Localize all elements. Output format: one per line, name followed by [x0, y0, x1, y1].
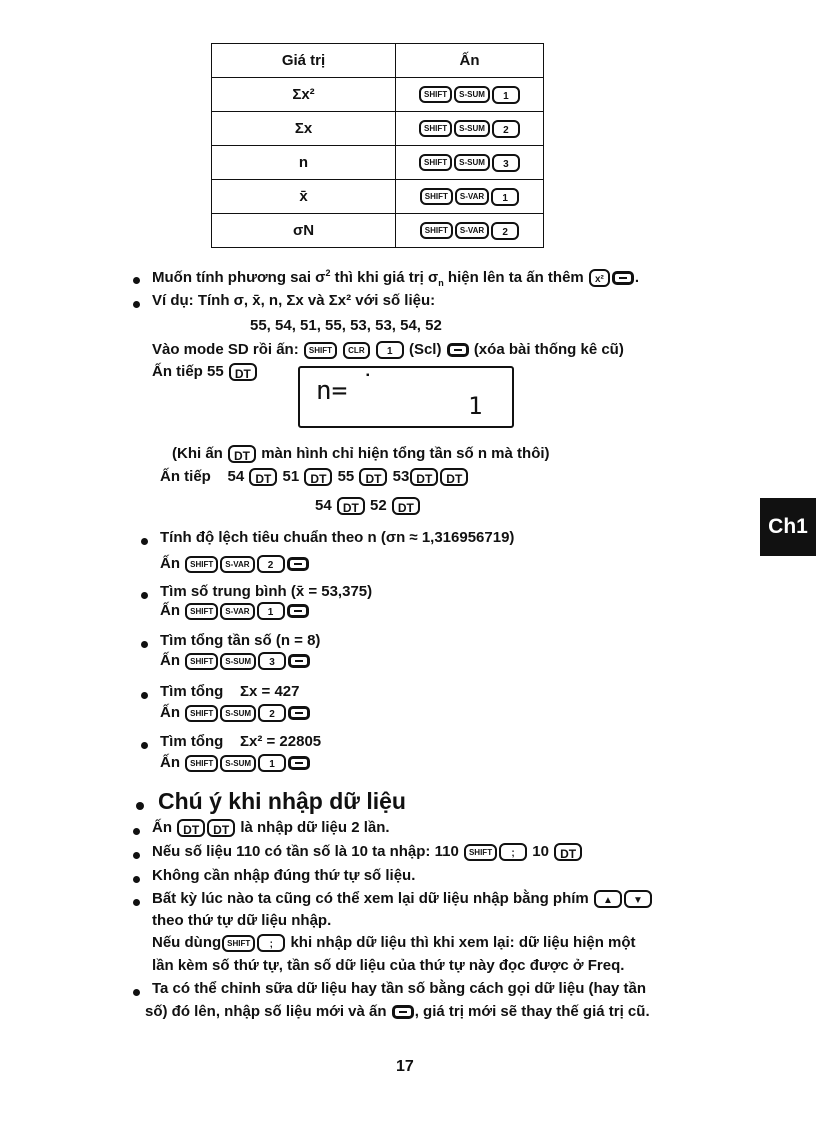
clr-key: CLR — [343, 342, 369, 359]
up-arrow-key: ▲ — [594, 890, 622, 908]
note-4-cont: lần kèm số thứ tự, tần số dữ liệu của thứ tự này đọc được ở Freq. — [152, 957, 625, 974]
table-row — [212, 78, 544, 112]
section-heading: Chú ý khi nhập dữ liệu — [158, 788, 406, 814]
table-cell-keys — [396, 214, 544, 248]
table-cell-keys — [396, 146, 544, 180]
shift-key: SHIFT — [185, 705, 218, 722]
dt-key: DT — [359, 468, 387, 486]
lcd-indicator: ▪ — [366, 370, 370, 381]
bullet — [141, 692, 148, 699]
s-var-key: S-VAR — [220, 603, 254, 620]
chapter-tab: Ch1 — [760, 498, 816, 556]
s-var-key: S-VAR — [220, 556, 254, 573]
dt-key: DT — [554, 843, 582, 861]
equals-key — [288, 706, 310, 720]
digit-key: 1 — [376, 341, 404, 359]
table-row — [212, 180, 544, 214]
dt-key: DT — [249, 468, 277, 486]
dt-key: DT — [207, 819, 235, 837]
sum-squares-line: Tìm tổng Σx² = 22805 — [160, 733, 322, 750]
note-5: Ta có thể chỉnh sữa dữ liệu hay tần số bằng cách gọi dữ liệu (hay tần — [152, 980, 647, 997]
digit-key: 2 — [258, 704, 286, 722]
digit-key: 1 — [491, 188, 519, 206]
note-1: Ấn DT DT là nhập dữ liệu 2 lần. — [152, 819, 390, 838]
variance-note: Muốn tính phương sai $\sigma^2$ thì khi giá trị $\sigma_n$ hiện lên ta ấn thêm x² . — [152, 268, 640, 288]
bullet — [133, 989, 140, 996]
table-cell-value: n — [212, 146, 396, 180]
shift-key: SHIFT — [464, 844, 497, 861]
note-5-cont: số) đó lên, nhập số liệu mới và ấn , giá trị mới sẽ thay thế giá trị cũ. — [145, 1003, 650, 1020]
table-cell-value: σN — [212, 214, 396, 248]
shift-key: SHIFT — [185, 603, 218, 620]
digit-key: 3 — [258, 652, 286, 670]
calculator-display — [298, 366, 514, 428]
shift-key: SHIFT — [185, 755, 218, 772]
continue-line: Ấn tiếp 55 DT — [152, 363, 258, 381]
lcd-value: 1 — [468, 392, 483, 420]
dt-key: DT — [337, 497, 365, 515]
lcd-label: n= — [316, 376, 348, 406]
keys-line: Ấn SHIFT S-SUM 2 — [160, 704, 311, 722]
equals-key — [287, 557, 309, 571]
bullet — [133, 852, 140, 859]
s-sum-key: S-SUM — [220, 705, 256, 722]
table-header-keys: Ấn — [396, 44, 544, 78]
mean-line: Tìm số trung bình (x̄ = 53,375) — [160, 583, 373, 600]
s-sum-key: S-SUM — [220, 653, 256, 670]
digit-key: 1 — [492, 86, 520, 104]
table-cell-value: Σx — [212, 112, 396, 146]
count-line: Tìm tổng tần số (n = 8) — [160, 632, 321, 649]
equals-key — [288, 654, 310, 668]
table-cell-keys — [396, 78, 544, 112]
s-sum-key: S-SUM — [454, 86, 490, 103]
s-var-key: S-VAR — [455, 222, 489, 239]
sum-line: Tìm tổng Σx = 427 — [160, 683, 300, 700]
s-var-key: S-VAR — [455, 188, 489, 205]
dt-key: DT — [177, 819, 205, 837]
bullet — [141, 641, 148, 648]
shift-key: SHIFT — [419, 86, 452, 103]
s-sum-key: S-SUM — [454, 120, 490, 137]
table-cell-value: x̄ — [212, 180, 396, 214]
keys-line: Ấn SHIFT S-VAR 1 — [160, 602, 310, 620]
continue-entry-line: Ấn tiếp 54 DT 51 DT 55 DT 53 DT DT — [160, 468, 469, 486]
dt-key: DT — [410, 468, 438, 486]
shift-key: SHIFT — [420, 188, 453, 205]
bullet — [133, 301, 140, 308]
equals-key — [612, 271, 634, 285]
dt-key: DT — [229, 363, 257, 381]
table-row — [212, 214, 544, 248]
table-cell-keys — [396, 180, 544, 214]
dt-note: (Khi ấn DT màn hình chỉ hiện tổng tần số n mà thôi) — [172, 445, 550, 464]
example-line: Ví dụ: Tính σ, x̄, n, Σx và Σx² với số liệu: — [152, 292, 436, 309]
keys-line: Ấn SHIFT S-SUM 3 — [160, 652, 311, 670]
down-arrow-key: ▼ — [624, 890, 652, 908]
table-cell-keys — [396, 112, 544, 146]
shift-key: SHIFT — [419, 154, 452, 171]
digit-key: 2 — [257, 555, 285, 573]
digit-key: 3 — [492, 154, 520, 172]
keys-line: Ấn SHIFT S-VAR 2 — [160, 555, 310, 573]
shift-key: SHIFT — [419, 120, 452, 137]
dt-key: DT — [304, 468, 332, 486]
dt-key: DT — [392, 497, 420, 515]
digit-key: 2 — [492, 120, 520, 138]
equals-key — [287, 604, 309, 618]
x-squared-key: x² — [589, 269, 610, 287]
keys-line: Ấn SHIFT S-SUM 1 — [160, 754, 311, 772]
equals-key — [392, 1005, 414, 1019]
bullet — [133, 876, 140, 883]
bullet — [133, 277, 140, 284]
dt-key: DT — [228, 445, 256, 463]
shift-key: SHIFT — [304, 342, 337, 359]
shift-key: SHIFT — [185, 556, 218, 573]
digit-key: 1 — [258, 754, 286, 772]
note-4-cont: Nếu dùng SHIFT ; khi nhập dữ liệu thì khi xem lại: dữ liệu hiện một — [152, 934, 636, 951]
table-row — [212, 146, 544, 180]
digit-key: 2 — [491, 222, 519, 240]
shift-key: SHIFT — [420, 222, 453, 239]
shift-key: SHIFT — [185, 653, 218, 670]
continue-entry-line-2: 54 DT 52 DT — [315, 497, 421, 515]
key-table — [211, 43, 544, 248]
mode-line: Vào mode SD rồi ấn: SHIFT CLR 1 (Scl) (xóa bài thống kê cũ) — [152, 341, 624, 358]
digit-key: 1 — [257, 602, 285, 620]
data-list: 55, 54, 51, 55, 53, 53, 54, 52 — [250, 317, 442, 334]
bullet — [141, 592, 148, 599]
s-sum-key: S-SUM — [454, 154, 490, 171]
note-2: Nếu số liệu 110 có tần số là 10 ta nhập: 110 SHIFT ; 10 DT — [152, 843, 583, 861]
bullet — [141, 538, 148, 545]
note-4-cont: theo thứ tự dữ liệu nhập. — [152, 912, 332, 929]
s-sum-key: S-SUM — [220, 755, 256, 772]
bullet — [133, 899, 140, 906]
semicolon-key: ; — [499, 843, 527, 861]
bullet — [133, 828, 140, 835]
semicolon-key: ; — [257, 934, 285, 952]
table-cell-value: Σx² — [212, 78, 396, 112]
equals-key — [447, 343, 469, 357]
bullet — [136, 802, 144, 810]
bullet — [141, 742, 148, 749]
std-dev-line: Tính độ lệch tiêu chuẩn theo n (σn ≈ 1,316956719) — [160, 529, 515, 546]
equals-key — [288, 756, 310, 770]
table-header-value: Giá trị — [212, 44, 396, 78]
dt-key: DT — [440, 468, 468, 486]
note-3: Không cần nhập đúng thứ tự số liệu. — [152, 867, 416, 884]
table-row — [212, 112, 544, 146]
shift-key: SHIFT — [222, 935, 255, 952]
page-number: 17 — [396, 1058, 414, 1075]
note-4: Bất kỳ lúc nào ta cũng có thể xem lại dữ liệu nhập bằng phím ▲ ▼ — [152, 890, 653, 908]
